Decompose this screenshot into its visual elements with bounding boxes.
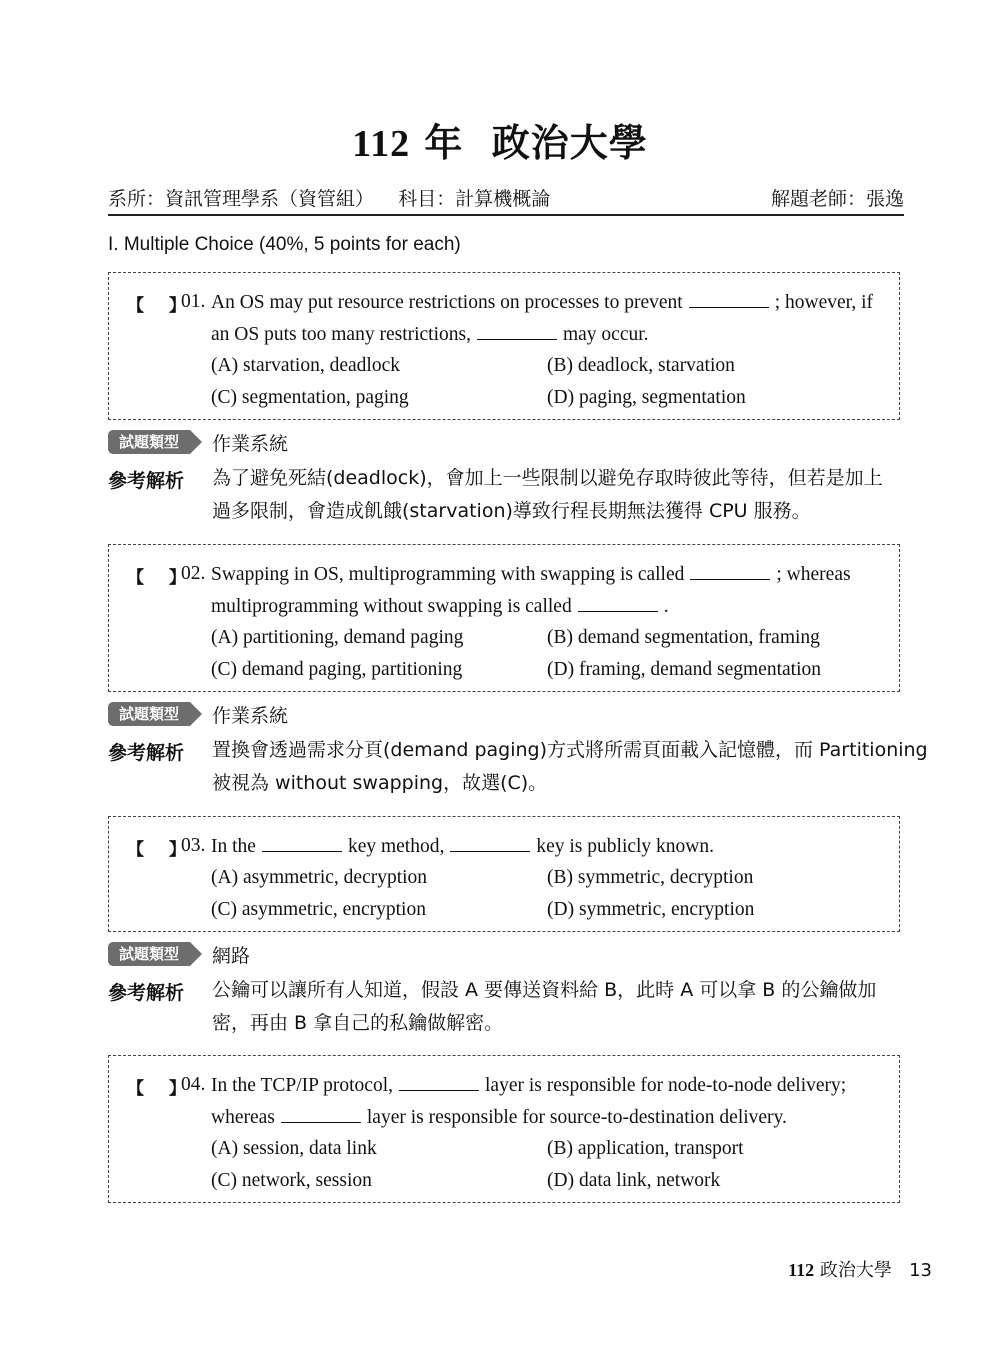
answer-blank: [281, 1106, 361, 1123]
option-b: (B) application, transport: [547, 1138, 744, 1159]
explanation-label: 參考解析: [108, 470, 185, 492]
question-text: an OS puts too many restrictions,: [211, 324, 471, 345]
option-d: (D) symmetric, encryption: [547, 899, 755, 920]
question-text: In the: [211, 836, 256, 857]
question-text: An OS may put resource restrictions on processes to prevent: [211, 292, 683, 313]
option-c: (C) asymmetric, encryption: [211, 899, 426, 920]
question-number: 01.: [181, 291, 206, 312]
explanation-line: 公鑰可以讓所有人知道，假設 A 要傳送資料給 B，此時 A 可以拿 B 的公鑰做加: [212, 979, 877, 1001]
question-box-01: [108, 272, 900, 420]
answer-blank: [578, 595, 658, 612]
answer-bracket-right: 】: [169, 840, 186, 860]
explanation-line: 被視為 without swapping，故選(C)。: [212, 772, 548, 794]
question-number: 03.: [181, 835, 206, 856]
question-01-text1: [211, 291, 889, 314]
question-number: 02.: [181, 563, 206, 584]
question-number: 04.: [181, 1074, 206, 1095]
question-type-tag: 試題類型: [108, 430, 190, 454]
explanation-02: [108, 738, 928, 804]
question-text: key method,: [347, 836, 445, 857]
answer-blank: [399, 1074, 479, 1091]
answer-bracket-left: 【: [127, 1079, 144, 1099]
exam-header: [108, 184, 904, 216]
question-text: multiprogramming without swapping is called: [211, 596, 572, 617]
option-b: (B) deadlock, starvation: [547, 355, 735, 376]
option-b: (B) symmetric, decryption: [547, 867, 754, 888]
question-text: layer is responsible for node-to-node delivery;: [485, 1075, 847, 1096]
title-year-suffix: 年: [424, 121, 464, 165]
page-title: [0, 112, 1000, 167]
answer-bracket-left: 【: [127, 840, 144, 860]
question-type-value: 作業系統: [212, 433, 289, 455]
explanation-text: [212, 734, 928, 800]
explanation-line: 置換會透過需求分頁(demand paging)方式將所需頁面載入記憶體，而 Partitioning: [212, 739, 928, 761]
explanation-01: [108, 466, 904, 532]
option-a: (A) starvation, deadlock: [211, 355, 400, 376]
question-03-text1: [211, 835, 889, 858]
question-02-line2: [211, 595, 669, 618]
header-left: [108, 184, 550, 211]
question-text: key is publicly known.: [536, 836, 715, 857]
question-text: Swapping in OS, multiprogramming with swapping is called: [211, 564, 685, 585]
option-a: (A) asymmetric, decryption: [211, 867, 428, 888]
header-teacher: 解題老師：張逸: [770, 188, 904, 210]
question-04-line2: [211, 1106, 787, 1129]
option-d: (D) framing, demand segmentation: [547, 659, 821, 680]
answer-blank: [689, 291, 769, 308]
title-school: 政治大學: [491, 121, 648, 165]
footer-year: 112: [788, 1260, 815, 1280]
option-c: (C) network, session: [211, 1170, 372, 1191]
answer-bracket-right: 】: [169, 568, 186, 588]
option-d: (D) paging, segmentation: [547, 387, 746, 408]
question-text: ; whereas: [776, 564, 851, 585]
option-b: (B) demand segmentation, framing: [547, 627, 820, 648]
question-04-text1: [211, 1074, 889, 1097]
explanation-text: [212, 462, 904, 528]
question-text: In the TCP/IP protocol,: [211, 1075, 393, 1096]
question-type-tag: 試題類型: [108, 702, 190, 726]
explanation-label: 參考解析: [108, 742, 185, 764]
option-c: (C) segmentation, paging: [211, 387, 409, 408]
question-text: ; however, if: [774, 292, 873, 313]
page-number: 13: [909, 1260, 932, 1281]
title-year: 112: [352, 123, 411, 165]
answer-blank: [477, 323, 557, 340]
question-text: may occur.: [562, 324, 649, 345]
tag-arrow-icon: [190, 942, 202, 966]
page-footer: [788, 1256, 932, 1282]
tag-arrow-icon: [190, 430, 202, 454]
explanation-line: 密，再由 B 拿自己的私鑰做解密。: [212, 1012, 504, 1034]
explanation-line: 過多限制，會造成飢餓(starvation)導致行程長期無法獲得 CPU 服務。: [212, 500, 811, 522]
question-box-04: [108, 1055, 900, 1203]
question-type-value: 作業系統: [212, 705, 289, 727]
explanation-text: [212, 974, 904, 1040]
question-text: .: [663, 596, 669, 617]
question-text: layer is responsible for source-to-destination delivery.: [366, 1107, 787, 1128]
answer-bracket-left: 【: [127, 296, 144, 316]
option-a: (A) session, data link: [211, 1138, 377, 1159]
explanation-line: 為了避免死結(deadlock)，會加上一些限制以避免存取時彼此等待，但若是加上: [212, 467, 883, 489]
option-c: (C) demand paging, partitioning: [211, 659, 463, 680]
option-d: (D) data link, network: [547, 1170, 721, 1191]
section-heading: I. Multiple Choice (40%, 5 points for each): [108, 234, 461, 255]
question-box-02: [108, 544, 900, 692]
tag-arrow-icon: [190, 702, 202, 726]
option-a: (A) partitioning, demand paging: [211, 627, 464, 648]
explanation-03: [108, 978, 904, 1044]
header-subject: 科目：計算機概論: [398, 188, 551, 210]
question-02-text1: [211, 563, 889, 586]
question-box-03: [108, 816, 900, 932]
answer-bracket-right: 】: [169, 296, 186, 316]
answer-bracket-left: 【: [127, 568, 144, 588]
footer-school: 政治大學: [819, 1260, 892, 1281]
explanation-label: 參考解析: [108, 982, 185, 1004]
header-dept: 系所：資訊管理學系（資管組）: [108, 188, 375, 210]
question-text: whereas: [211, 1107, 275, 1128]
answer-blank: [450, 835, 530, 852]
question-01-line2: [211, 323, 649, 346]
answer-blank: [262, 835, 342, 852]
answer-blank: [690, 563, 770, 580]
answer-bracket-right: 】: [169, 1079, 186, 1099]
question-type-tag: 試題類型: [108, 942, 190, 966]
question-type-value: 網路: [212, 945, 251, 967]
